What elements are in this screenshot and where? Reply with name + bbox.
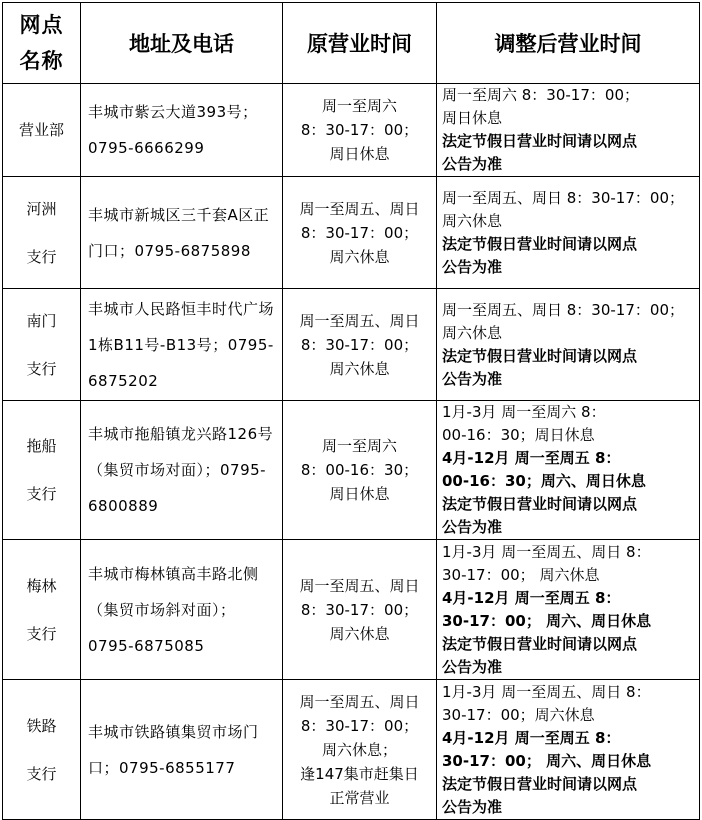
original-hours-cell bbox=[283, 84, 437, 177]
header-branch-name-line2: 名称 bbox=[19, 48, 64, 73]
original-hours-line: 周一至周五、周日 bbox=[299, 692, 420, 711]
adjusted-hours-line-bold: 法定节假日营业时间请以网点 bbox=[442, 234, 638, 253]
adjusted-hours-line: 周六休息 bbox=[442, 211, 503, 230]
original-hours-line: 周六休息 bbox=[329, 624, 390, 643]
adjusted-hours-cell bbox=[437, 177, 700, 289]
branch-name-line: 河洲 bbox=[26, 199, 57, 218]
header-row bbox=[3, 3, 700, 84]
adjusted-hours-line-bold: 4月-12月 周一至周五 8： bbox=[442, 588, 621, 607]
original-hours-line: 周一至周五、周日 bbox=[299, 199, 420, 218]
adjusted-hours-line: 30-17：00； 周六休息 bbox=[442, 565, 600, 584]
adjusted-hours-cell bbox=[437, 84, 700, 177]
branch-name-line: 铁路 bbox=[26, 716, 57, 735]
original-hours-cell bbox=[283, 401, 437, 540]
adjusted-hours-line: 周一至周六 8：30-17：00； bbox=[442, 86, 639, 104]
branch-name-line: 梅林 bbox=[26, 576, 57, 595]
table-row bbox=[3, 289, 700, 401]
original-hours-line: 周一至周六 bbox=[321, 97, 397, 115]
adjusted-hours-cell bbox=[437, 289, 700, 401]
address-phone-cell: 丰城市铁路镇集贸市场门口；0795-6855177 bbox=[81, 680, 283, 820]
original-hours-line: 周日休息 bbox=[329, 485, 390, 503]
table-row bbox=[3, 680, 700, 820]
adjusted-hours-line-bold: 公告为准 bbox=[442, 797, 503, 816]
header-adjusted-hours: 调整后营业时间 bbox=[437, 3, 700, 84]
address-phone-cell: 丰城市紫云大道393号；0795-6666299 bbox=[81, 84, 283, 177]
branch-name-cell bbox=[3, 540, 81, 680]
adjusted-hours-line: 1月-3月 周一至周五、周日 8： bbox=[442, 682, 651, 701]
adjusted-hours-line-bold: 法定节假日营业时间请以网点 bbox=[442, 132, 638, 150]
original-hours-line: 8：30-17：00； bbox=[300, 223, 419, 242]
original-hours-line: 周一至周五、周日 bbox=[299, 576, 420, 595]
branch-name-line: 支行 bbox=[26, 485, 57, 503]
original-hours-line: 8：00-16：30； bbox=[300, 461, 419, 479]
table-row bbox=[3, 177, 700, 289]
adjusted-hours-line-bold: 4月-12月 周一至周五 8： bbox=[442, 728, 621, 747]
original-hours-line: 周一至周六 bbox=[321, 437, 397, 455]
table-body bbox=[3, 84, 700, 820]
header-address: 地址及电话 bbox=[81, 3, 283, 84]
adjusted-hours-line: 周六休息 bbox=[442, 323, 503, 342]
branch-name-line: 支行 bbox=[26, 359, 57, 378]
original-hours-cell bbox=[283, 177, 437, 289]
branch-name-cell bbox=[3, 680, 81, 820]
address-phone-cell: 丰城市梅林镇高丰路北侧（集贸市场斜对面）；0795-6875085 bbox=[81, 540, 283, 680]
adjusted-hours-line-bold: 公告为准 bbox=[442, 257, 503, 276]
adjusted-hours-line-bold: 公告为准 bbox=[442, 369, 503, 388]
original-hours-line: 8：30-17：00； bbox=[300, 121, 419, 139]
adjusted-hours-line-bold: 4月-12月 周一至周五 8： bbox=[442, 449, 621, 467]
original-hours-line: 逢147集市赶集日 bbox=[300, 764, 419, 783]
original-hours-cell bbox=[283, 289, 437, 401]
branch-name-line: 支行 bbox=[26, 247, 57, 266]
original-hours-line: 8：30-17：00； bbox=[300, 335, 419, 354]
adjusted-hours-line-bold: 30-17：00； 周六、周日休息 bbox=[442, 611, 652, 630]
branch-name-line: 支行 bbox=[26, 764, 57, 783]
adjusted-hours-cell bbox=[437, 540, 700, 680]
table-row bbox=[3, 401, 700, 540]
original-hours-line: 周六休息 bbox=[329, 247, 390, 266]
address-phone-cell: 丰城市人民路恒丰时代广场1栋B11号-B13号；0795-6875202 bbox=[81, 289, 283, 401]
adjusted-hours-line-bold: 法定节假日营业时间请以网点 bbox=[442, 634, 638, 653]
original-hours-line: 正常营业 bbox=[329, 788, 390, 807]
header-original-hours: 原营业时间 bbox=[283, 3, 437, 84]
address-phone-cell: 丰城市拖船镇龙兴路126号（集贸市场对面）；0795-6800889 bbox=[81, 401, 283, 540]
original-hours-line: 周一至周五、周日 bbox=[299, 311, 420, 330]
adjusted-hours-line-bold: 法定节假日营业时间请以网点 bbox=[442, 346, 638, 365]
branch-name-cell bbox=[3, 84, 81, 177]
original-hours-line: 周日休息 bbox=[329, 145, 390, 163]
branch-hours-table bbox=[2, 2, 700, 820]
adjusted-hours-line: 周一至周五、周日 8：30-17：00； bbox=[442, 300, 684, 319]
branch-name-cell bbox=[3, 289, 81, 401]
original-hours-line: 周六休息； bbox=[321, 740, 397, 759]
original-hours-cell bbox=[283, 540, 437, 680]
original-hours-line: 8：30-17：00； bbox=[300, 716, 419, 735]
adjusted-hours-line: 1月-3月 周一至周六 8： bbox=[442, 403, 606, 421]
original-hours-cell bbox=[283, 680, 437, 820]
branch-name-line: 支行 bbox=[26, 624, 57, 643]
adjusted-hours-cell bbox=[437, 401, 700, 540]
original-hours-line: 8：30-17：00； bbox=[300, 600, 419, 619]
header-branch-name-line1: 网点 bbox=[19, 12, 64, 37]
header-branch-name bbox=[3, 3, 81, 84]
adjusted-hours-cell bbox=[437, 680, 700, 820]
branch-name-line: 营业部 bbox=[18, 121, 64, 139]
branch-name-cell bbox=[3, 401, 81, 540]
original-hours-line: 周六休息 bbox=[329, 359, 390, 378]
adjusted-hours-line-bold: 法定节假日营业时间请以网点 bbox=[442, 495, 638, 513]
adjusted-hours-line-bold: 公告为准 bbox=[442, 657, 503, 676]
adjusted-hours-line-bold: 30-17：00； 周六、周日休息 bbox=[442, 751, 652, 770]
adjusted-hours-line: 30-17：00；周六休息 bbox=[442, 705, 595, 724]
adjusted-hours-line-bold: 公告为准 bbox=[442, 155, 503, 173]
branch-name-cell bbox=[3, 177, 81, 289]
adjusted-hours-line-bold: 法定节假日营业时间请以网点 bbox=[442, 774, 638, 793]
table-row bbox=[3, 540, 700, 680]
adjusted-hours-line-bold: 00-16：30；周六、周日休息 bbox=[442, 472, 646, 490]
table-row bbox=[3, 84, 700, 177]
adjusted-hours-line-bold: 公告为准 bbox=[442, 518, 503, 536]
adjusted-hours-line: 周一至周五、周日 8：30-17：00； bbox=[442, 188, 684, 207]
adjusted-hours-line: 1月-3月 周一至周五、周日 8： bbox=[442, 542, 651, 561]
adjusted-hours-line: 周日休息 bbox=[442, 109, 503, 127]
branch-name-line: 拖船 bbox=[26, 437, 57, 455]
branch-name-line: 南门 bbox=[26, 311, 57, 330]
adjusted-hours-line: 00-16：30；周日休息 bbox=[442, 426, 595, 444]
address-phone-cell: 丰城市新城区三千套A区正门口；0795-6875898 bbox=[81, 177, 283, 289]
